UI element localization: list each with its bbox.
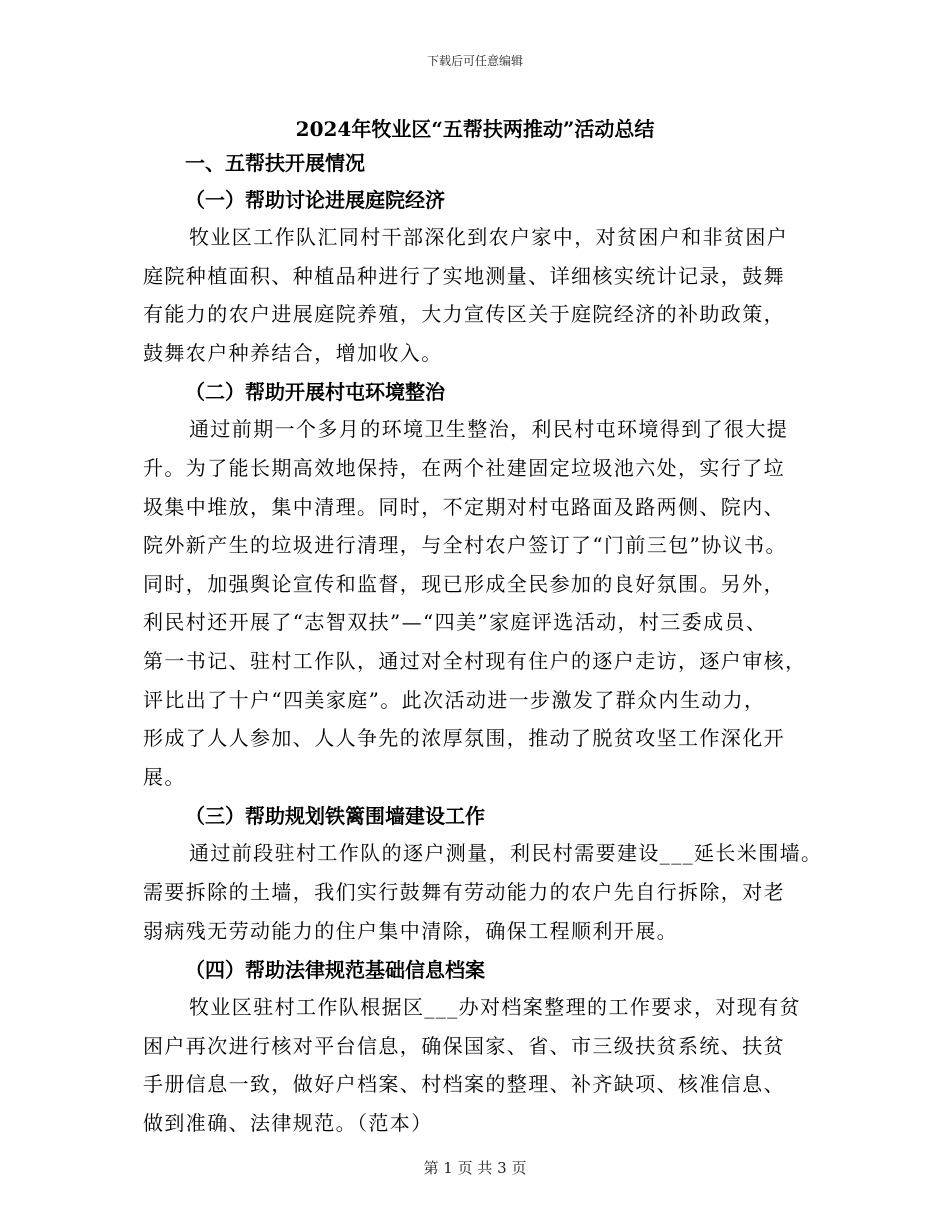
paragraph-line: 同时，加强舆论宣传和监督，现已形成全民参加的良好氛围。另外，: [143, 571, 785, 596]
document-body: [143, 146, 823, 1142]
paragraph-4: [143, 988, 823, 1142]
paragraph-line: 评比出了十户“四美家庭”。此次活动进一步激发了群众内生动力，: [143, 687, 766, 712]
paragraph-line: 需要拆除的土墙，我们实行鼓舞有劳动能力的农户先自行拆除，对老: [143, 879, 785, 904]
document-title: 2024年牧业区“五帮扶两推动”活动总结: [295, 117, 655, 141]
section-heading: 一、五帮扶开展情况: [185, 151, 365, 175]
download-note: 下载后可任意编辑: [426, 54, 523, 68]
paragraph-1: [143, 218, 823, 372]
subsection-heading-1: （一）帮助讨论进展庭院经济: [185, 188, 445, 212]
subsection-heading-2: （二）帮助开展村屯环境整治: [185, 380, 445, 405]
paragraph-line: 做到准确、法律规范。（范本）: [143, 1110, 433, 1135]
paragraph-line: 形成了人人参加、人人争先的浓厚氛围，推动了脱贫攻坚工作深化开: [143, 726, 785, 751]
paragraph-line: 牧业区驻村工作队根据区___办对档案整理的工作要求，对现有贫: [189, 995, 801, 1020]
paragraph-line: 手册信息一致，做好户档案、村档案的整理、补齐缺项、核准信息、: [143, 1072, 785, 1097]
paragraph-line: 鼓舞农户种养结合，增加收入。: [143, 340, 443, 365]
subsection-heading-4: （四）帮助法律规范基础信息档案: [185, 958, 485, 983]
paragraph-line: 升。为了能长期高效地保持，在两个社建固定垃圾池六处，实行了垃: [143, 455, 785, 480]
paragraph-line: 通过前期一个多月的环境卫生整治，利民村屯环境得到了很大提: [189, 417, 789, 442]
paragraph-line: 有能力的农户进展庭院养殖，大力宣传区关于庭院经济的补助政策，: [143, 302, 785, 327]
paragraph-line: 第一书记、驻村工作队，通过对全村现有住户的逐户走访，逐户审核，: [143, 648, 807, 673]
paragraph-line: 困户再次进行核对平台信息，确保国家、省、市三级扶贫系统、扶贫: [143, 1033, 785, 1058]
paragraph-2: [143, 410, 823, 796]
paragraph-line: 圾集中堆放，集中清理。同时，不定期对村屯路面及路两侧、院内、: [143, 494, 785, 519]
paragraph-line: 院外新产生的垃圾进行清理，与全村农户签订了“门前三包”协议书。: [143, 533, 787, 558]
paragraph-line: 展。: [143, 764, 186, 789]
paragraph-line: 弱病残无劳动能力的住户集中清除，确保工程顺利开展。: [143, 918, 678, 943]
paragraph-line: 庭院种植面积、种植品种进行了实地测量、详细核实统计记录，鼓舞: [143, 263, 785, 288]
paragraph-line: 利民村还开展了“志智双扶”—“四美”家庭评选活动，村三委成员、: [143, 610, 768, 635]
paragraph-line: 通过前段驻村工作队的逐户测量，利民村需要建设___延长米围墙。: [189, 841, 823, 866]
subsection-heading-3: （三）帮助规划铁篱围墙建设工作: [185, 804, 485, 829]
page-number-footer: 第 1 页 共 3 页: [423, 1159, 527, 1177]
paragraph-line: 牧业区工作队汇同村干部深化到农户家中，对贫困户和非贫困户: [189, 225, 789, 249]
paragraph-3: [143, 834, 823, 950]
